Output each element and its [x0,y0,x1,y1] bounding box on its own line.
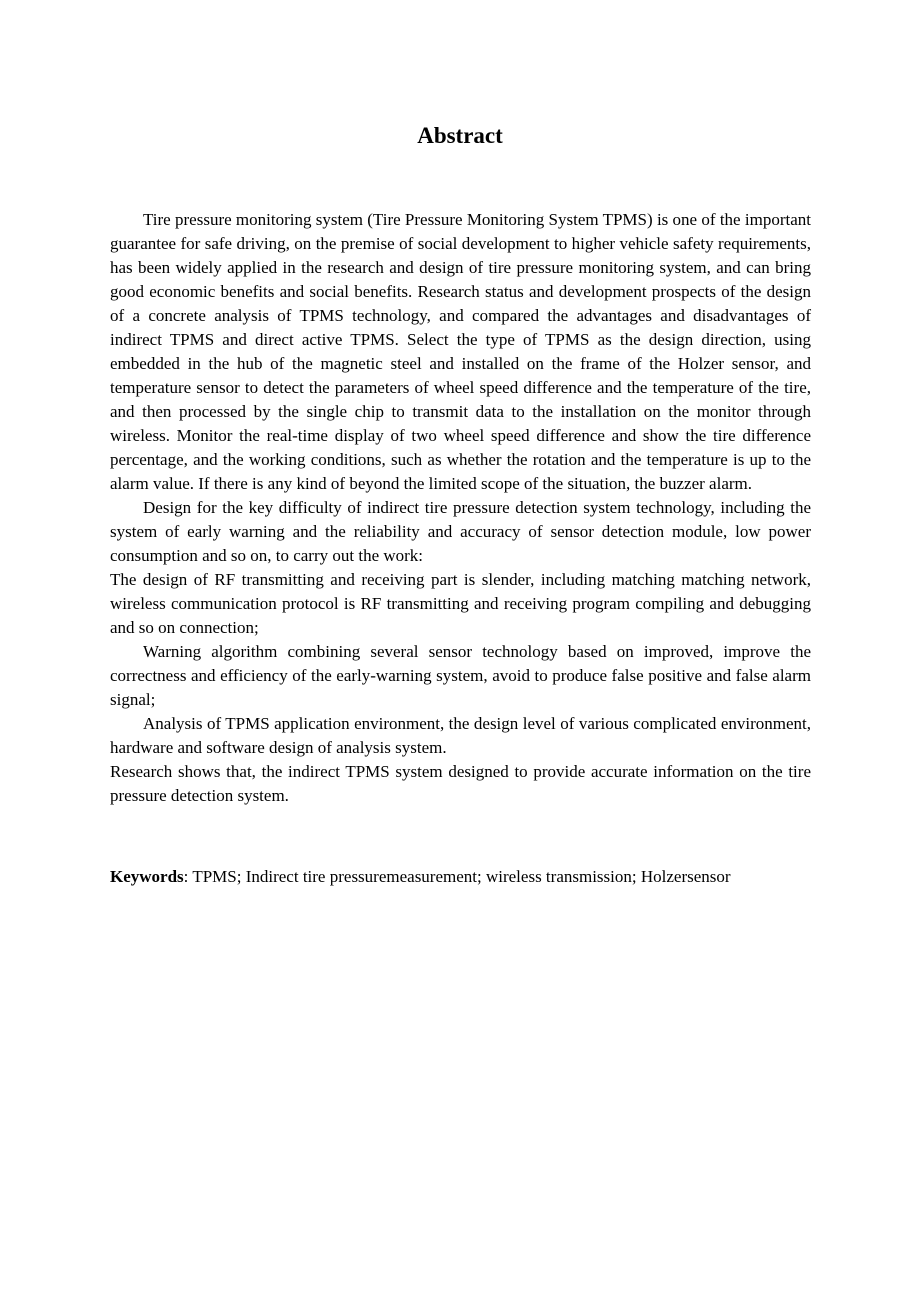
abstract-paragraph-4: Warning algorithm combining several sensor technology based on improved, improve the correctness and efficiency of the early-warning system, avoid to produce false positive and false alarm signal; [110,642,811,709]
keywords-label: Keywords [110,867,184,886]
abstract-paragraph-6: Research shows that, the indirect TPMS system designed to provide accurate information on the tire pressure detection system. [110,762,811,805]
page-title: Abstract [417,123,503,148]
abstract-paragraph-3: The design of RF transmitting and receiving part is slender, including matching matching network, wireless communication protocol is RF transmitting and receiving program compiling and debugging and so on connection; [110,570,811,637]
abstract-paragraph-1: Tire pressure monitoring system (Tire Pressure Monitoring System TPMS) is one of the important guarantee for safe driving, on the premise of social development to higher vehicle safety requirements, has been widely applied in the research and design of tire pressure monitoring system, and can bring good economic benefits and social benefits. Research status and development prospects of the design of a concrete analysis of TPMS technology, and compared the advantages and disadvantages of indirect TPMS and direct active TPMS. Select the type of TPMS as the design direction, using embedded in the hub of the magnetic steel and installed on the frame of the Holzer sensor, and temperature sensor to detect the parameters of wheel speed difference and the temperature of the tire, and then processed by the single chip to transmit data to the installation on the monitor through wireless. Monitor the real-time display of two wheel speed difference and show the tire difference percentage, and the working conditions, such as whether the rotation and the temperature is up to the alarm value. If there is any kind of beyond the limited scope of the situation, the buzzer alarm. [110,210,811,493]
abstract-body [110,208,811,808]
keywords-line [110,865,870,889]
keywords-text: : TPMS; Indirect tire pressuremeasurement; wireless transmission; Holzersensor [183,867,731,886]
abstract-paragraph-2: Design for the key difficulty of indirect tire pressure detection system technology, including the system of early warning and the reliability and accuracy of sensor detection module, low power consumption and so on, to carry out the work: [110,498,811,565]
abstract-paragraph-5: Analysis of TPMS application environment, the design level of various complicated environment, hardware and software design of analysis system. [110,714,811,757]
